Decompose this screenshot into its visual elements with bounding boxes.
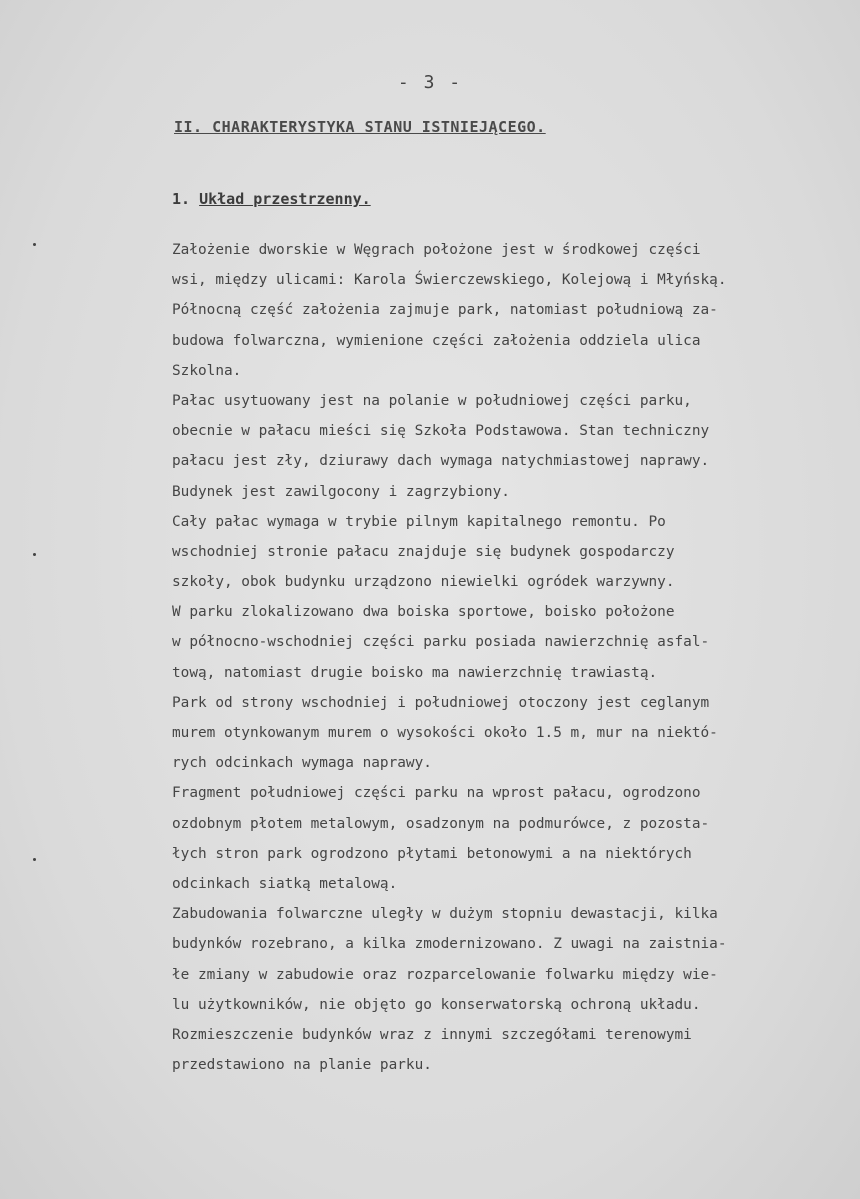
margin-mark — [33, 553, 36, 556]
text-line: w północno-wschodniej części parku posiada nawierzchnię asfal- — [172, 634, 710, 651]
text-line: Fragment południowej części parku na wprost pałacu, ogrodzono — [172, 785, 701, 802]
text-line: łe zmiany w zabudowie oraz rozparcelowanie folwarku między wie- — [172, 966, 718, 983]
margin-mark — [33, 243, 36, 246]
body-text — [172, 235, 832, 1080]
text-line: przedstawiono na planie parku. — [172, 1057, 432, 1074]
text-line: Północną część założenia zajmuje park, natomiast południową za- — [172, 302, 718, 319]
chapter-heading: II. CHARAKTERYSTYKA STANU ISTNIEJĄCEGO. — [174, 118, 546, 136]
text-line: wschodniej stronie pałacu znajduje się budynek gospodarczy — [172, 543, 675, 560]
section-title: Układ przestrzenny. — [199, 190, 371, 208]
text-line: Park od strony wschodniej i południowej otoczony jest ceglanym — [172, 694, 710, 711]
margin-mark — [33, 858, 36, 861]
text-line: Pałac usytuowany jest na polanie w południowej części parku, — [172, 392, 692, 409]
text-line: W parku zlokalizowano dwa boiska sportowe, boisko położone — [172, 604, 675, 621]
text-line: tową, natomiast drugie boisko ma nawierzchnię trawiastą. — [172, 664, 658, 681]
page-number: - 3 - — [397, 72, 463, 93]
text-line: odcinkach siatką metalową. — [172, 875, 398, 892]
text-line: Założenie dworskie w Węgrach położone jest w środkowej części — [172, 242, 701, 258]
text-line: łych stron park ogrodzono płytami betonowymi a na niektórych — [172, 845, 692, 862]
text-line: Cały pałac wymaga w trybie pilnym kapitalnego remontu. Po — [172, 513, 666, 530]
text-line: pałacu jest zły, dziurawy dach wymaga natychmiastowej naprawy. — [172, 453, 710, 470]
text-line: szkoły, obok budynku urządzono niewielki ogródek warzywny. — [172, 574, 675, 591]
text-line: obecnie w pałacu mieści się Szkoła Podstawowa. Stan techniczny — [172, 423, 710, 440]
text-line: Szkolna. — [172, 362, 242, 379]
section-heading — [172, 190, 371, 208]
text-line: ozdobnym płotem metalowym, osadzonym na podmurówce, z pozosta- — [172, 815, 710, 832]
text-line: budowa folwarczna, wymienione części założenia oddziela ulica — [172, 332, 701, 349]
text-line: Zabudowania folwarczne uległy w dużym stopniu dewastacji, kilka — [172, 906, 718, 923]
text-line: Rozmieszczenie budynków wraz z innymi szczegółami terenowymi — [172, 1026, 692, 1043]
text-line: murem otynkowanym murem o wysokości około 1.5 m, mur na niektó- — [172, 725, 718, 741]
text-line: budynków rozebrano, a kilka zmodernizowano. Z uwagi na zaistnia- — [172, 936, 727, 953]
text-line: rych odcinkach wymaga naprawy. — [172, 755, 432, 772]
text-line: wsi, między ulicami: Karola Świerczewskiego, Kolejową i Młyńską. — [172, 272, 727, 289]
text-line: Budynek jest zawilgocony i zagrzybiony. — [172, 483, 510, 500]
section-number: 1. — [172, 190, 191, 208]
text-line: lu użytkowników, nie objęto go konserwatorską ochroną układu. — [172, 996, 701, 1013]
